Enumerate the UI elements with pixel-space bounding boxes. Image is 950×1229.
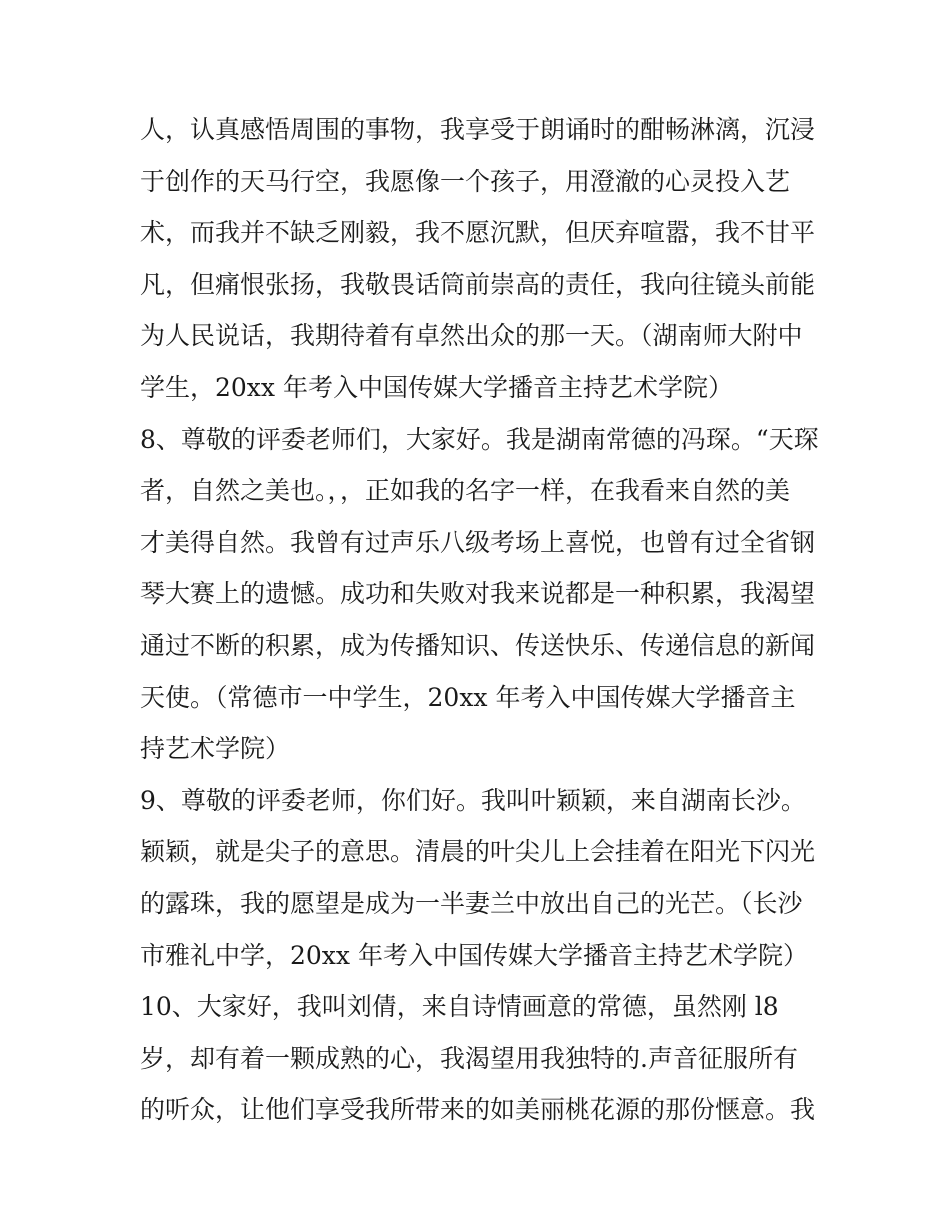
- text-line: 天使。（常德市一中学生，20xx 年考入中国传媒大学播音主: [140, 682, 796, 712]
- text-line: 10、大家好，我叫刘倩，来自诗情画意的常德，虽然刚 l8: [140, 992, 779, 1022]
- text-line: 者，自然之美也。，，正如我的名字一样，在我看来自然的美: [140, 476, 791, 506]
- text-line: 颖颖，就是尖子的意思。清晨的叶尖儿上会挂着在阳光下闪光: [140, 837, 816, 867]
- text-line: 学生，20xx 年考入中国传媒大学播音主持艺术学院）: [140, 372, 733, 402]
- text-line: 的露珠，我的愿望是成为一半妻兰中放出自己的光芒。（长沙: [140, 888, 803, 918]
- text-line: 凡，但痛恨张扬，我敬畏话筒前崇高的责任，我向往镜头前能: [140, 269, 816, 299]
- text-line: 8、尊敬的评委老师们，大家好。我是湖南常德的冯琛。“天琛: [140, 424, 819, 454]
- text-line: 琴大赛上的遗憾。成功和失败对我来说都是一种积累，我渴望: [140, 579, 816, 609]
- text-line: 才美得自然。我曾有过声乐八级考场上喜悦，也曾有过全省钢: [140, 527, 816, 557]
- text-line: 持艺术学院）: [140, 734, 291, 764]
- text-line: 岁，却有着一颗成熟的心，我渴望用我独特的.声音征服所有: [140, 1043, 798, 1073]
- text-line: 通过不断的积累，成为传播知识、传送快乐、传递信息的新闻: [140, 630, 816, 660]
- document-body: [140, 104, 819, 1136]
- text-line: 为人民说话，我期待着有卓然出众的那一天。（湖南师大附中: [140, 321, 803, 351]
- text-line: 于创作的天马行空，我愿像一个孩子，用澄澈的心灵投入艺: [140, 166, 791, 196]
- text-line: 人，认真感悟周围的事物，我享受于朗诵时的酣畅淋漓，沉浸: [140, 115, 816, 144]
- text-line: 术，而我并不缺乏刚毅，我不愿沉默，但厌弃喧嚣，我不甘平: [140, 218, 816, 248]
- text-line: 市雅礼中学，20xx 年考入中国传媒大学播音主持艺术学院）: [140, 940, 808, 970]
- text-line: 的听众，让他们享受我所带来的如美丽桃花源的那份惬意。我: [140, 1095, 816, 1125]
- text-line: 9、尊敬的评委老师，你们好。我叫叶颖颖，来自湖南长沙。: [140, 785, 806, 815]
